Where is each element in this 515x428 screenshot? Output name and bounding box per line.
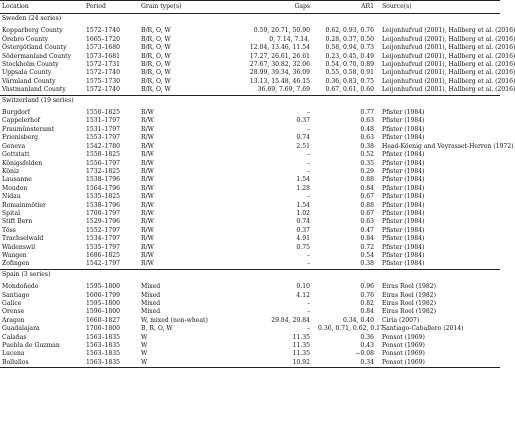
gaps-cell: – [306, 325, 310, 333]
period-cell: 1575–1730 [86, 77, 121, 85]
table-row [0, 44, 500, 52]
gaps-cell: 0.59, 20.71, 50.90 [253, 27, 310, 35]
source-cell: Pfister (1984) [382, 218, 425, 226]
period-cell: 1660–1827 [86, 316, 121, 324]
gaps-cell: 0.37 [296, 226, 310, 234]
gaps-cell: 11.35 [292, 350, 310, 358]
period-cell: 1564–1796 [86, 184, 121, 192]
period-cell: 1700–1797 [86, 209, 121, 217]
table-row [0, 202, 500, 210]
ar1-cell: 0.23, 0.45, 0.49 [325, 52, 374, 60]
gaps-cell: 0.10 [296, 283, 310, 291]
ar1-cell: 0.76 [360, 291, 374, 299]
grain-type-cell: W [141, 342, 148, 350]
source-cell: Leijonhufvud (2001), Hallberg et al. (2016) [382, 35, 515, 43]
grain-type-cell: R/W [141, 226, 154, 234]
ar1-cell: 0.58, 0.94, 0.73 [325, 44, 374, 52]
location-cell: Södermanland County [2, 52, 72, 60]
period-cell: 1542–1780 [86, 142, 121, 150]
table-row [0, 317, 500, 325]
ar1-cell: 0.54, 0.70, 0.89 [325, 61, 374, 69]
source-cell: Pfister (1984) [382, 226, 425, 234]
grain-type-cell: R/W [141, 218, 154, 226]
table-row [0, 61, 500, 69]
period-cell: 1563–1835 [84, 359, 139, 368]
grain-type-cell: W [141, 333, 148, 341]
source-cell: Leijonhufvud (2001), Hallberg et al. (2016) [382, 86, 515, 94]
gaps-cell: 36.69, 7.69, 7.69 [257, 86, 310, 94]
ar1-cell: 0.29 [360, 167, 374, 175]
grain-type-cell: B/R, O, W [141, 69, 171, 77]
location-cell: Guadalajara [2, 325, 40, 333]
grain-type-cell: R/W [141, 243, 154, 251]
grain-type-cell: B, R, O, W [141, 325, 173, 333]
location-cell: Santiago [2, 291, 30, 299]
gaps-cell: 1.54 [296, 176, 310, 184]
table-row [0, 86, 500, 95]
location-cell: Uppsala County [2, 69, 52, 77]
period-cell: 1550–1825 [86, 109, 121, 117]
gaps-cell: 28.99, 39.34, 36.09 [249, 69, 310, 77]
header-sources: Source(s) [378, 1, 500, 14]
ar1-cell: 0.35 [360, 159, 374, 167]
location-cell: Gottstatt [2, 151, 30, 159]
gaps-cell: – [306, 125, 310, 133]
table-row [0, 325, 500, 333]
period-cell: 1558–1825 [86, 151, 121, 159]
source-cell: Pfister (1984) [382, 134, 425, 142]
source-cell: Leijonhufvud (2001), Hallberg et al. (2016) [382, 44, 515, 52]
ar1-cell: 0.36 [360, 333, 374, 341]
source-cell: Pfister (1984) [382, 117, 425, 125]
section-title: Spain (3 series) [0, 269, 500, 279]
gaps-cell: 0.74 [296, 134, 310, 142]
ar1-cell: 0.63 [360, 218, 374, 226]
location-cell: Calañas [2, 333, 27, 341]
gaps-cell: – [306, 159, 310, 167]
gaps-cell: – [306, 260, 310, 268]
gaps-cell: – [306, 109, 310, 117]
table-row [0, 292, 500, 300]
period-cell: 1534–1797 [86, 235, 121, 243]
ar1-cell: 0.52 [360, 151, 374, 159]
table-row [0, 227, 500, 235]
gaps-cell: – [306, 151, 310, 159]
location-cell: Cappelerhof [2, 117, 41, 125]
grain-type-cell: R/W [141, 167, 154, 175]
table-row [0, 350, 500, 358]
source-cell: Eiras Roel (1982) [382, 308, 437, 316]
ar1-cell: 0.43 [360, 342, 374, 350]
gaps-cell: 13.13, 15.48, 46.15 [249, 77, 310, 85]
gaps-cell: – [306, 251, 310, 259]
source-cell: Pfister (1984) [382, 176, 425, 184]
location-cell: Fraumünsteramt [2, 125, 55, 133]
grain-type-cell: R/W [141, 151, 154, 159]
table-row [0, 143, 500, 151]
gaps-cell: 4.91 [296, 235, 310, 243]
source-cell: Pfister (1984) [382, 235, 425, 243]
location-cell: Örebro County [2, 35, 49, 43]
header-location: Location [0, 1, 84, 14]
ar1-cell: 0.55, 0.58, 0.91 [325, 69, 374, 77]
location-cell: Moudon [2, 184, 28, 192]
location-cell: Bollullos [0, 359, 84, 368]
period-cell: 1686–1825 [86, 251, 121, 259]
table-row [0, 69, 500, 77]
period-cell: 1529–1796 [86, 218, 121, 226]
grain-type-cell: R/W [141, 125, 154, 133]
location-cell: Spital [2, 209, 21, 217]
gaps-cell: 0.74 [296, 218, 310, 226]
source-cell: Head-Köenig and Veyrasset-Herren (1972) [382, 142, 514, 150]
ar1-cell: 0.72 [360, 243, 374, 251]
header-period: Period [84, 1, 139, 14]
table-row [0, 308, 500, 316]
gaps-cell: 0.75 [296, 243, 310, 251]
table-row [0, 359, 500, 368]
grain-type-cell: R/W [141, 260, 154, 268]
grain-type-cell: Mixed [141, 291, 161, 299]
location-cell: Burgdorf [2, 109, 30, 117]
period-cell: 1606–1799 [86, 291, 121, 299]
ar1-cell: 0.63 [360, 117, 374, 125]
period-cell: 1542–1797 [86, 260, 121, 268]
location-cell: Östergötland County [2, 44, 67, 52]
source-cell: Leijonhufvud (2001), Hallberg et al. (2016) [382, 77, 515, 85]
period-cell: 1596–1800 [86, 308, 121, 316]
location-cell: Västmanland County [2, 86, 66, 94]
table-row [0, 342, 500, 350]
source-cell: Pfister (1984) [382, 251, 425, 259]
ar1-cell: 0.84 [360, 235, 374, 243]
table-row [0, 168, 500, 176]
grain-type-cell: R/W [141, 142, 154, 150]
location-cell: Kopparberg County [2, 27, 63, 35]
source-cell: Pfister (1984) [382, 159, 425, 167]
ar1-cell: 0.88 [360, 176, 374, 184]
source-cell: Pfister (1984) [382, 243, 425, 251]
source-cell: Pfister (1984) [382, 201, 425, 209]
table-row [0, 185, 500, 193]
period-cell: 1732–1825 [86, 167, 121, 175]
period-cell: 1563–1835 [86, 350, 121, 358]
ar1-cell: 0.84 [360, 184, 374, 192]
table-row [0, 252, 500, 260]
source-cell: Pfister (1984) [382, 193, 425, 201]
ar1-cell: 0.36, 0.83, 0.75 [325, 77, 374, 85]
period-cell: 1572–1731 [86, 61, 121, 69]
table-row [0, 210, 500, 218]
header-ar1: AR1 [316, 1, 378, 14]
table-row [0, 134, 500, 142]
source-cell: Ponsot (1969) [382, 350, 425, 358]
grain-type-cell: B/R, O, W [141, 86, 171, 94]
source-cell: Ponsot (1969) [382, 333, 425, 341]
ar1-cell: 0.77 [360, 109, 374, 117]
location-cell: Trachselwald [2, 235, 44, 243]
source-cell: Pfister (1984) [382, 184, 425, 192]
gaps-cell: 29.84, 29.84 [271, 316, 310, 324]
section-header-row [0, 14, 500, 24]
period-cell: 1572–1740 [86, 86, 121, 94]
table-body [0, 14, 515, 368]
location-cell: Orense [2, 308, 25, 316]
grain-type-cell: B/R, O, W [141, 52, 171, 60]
grain-type-cell: R/W [141, 109, 154, 117]
table-row [0, 160, 500, 168]
location-cell: Wangen [2, 251, 27, 259]
ar1-cell: 0.67, 0.61, 0.60 [325, 86, 374, 94]
ar1-cell: 0.84 [360, 308, 374, 316]
table-row [0, 36, 500, 44]
period-cell: 1563–1835 [86, 333, 121, 341]
gaps-cell: 10.92 [212, 359, 316, 368]
table-row [0, 53, 500, 61]
period-cell: 1538–1796 [86, 176, 121, 184]
grain-type-cell: R/W [141, 184, 154, 192]
gaps-cell: 17.27, 26.61, 26.61 [249, 52, 310, 60]
location-cell: Lausanne [2, 176, 32, 184]
location-cell: Köniz [2, 167, 20, 175]
gaps-cell: 1.28 [296, 184, 310, 192]
grain-type-cell: R/W [141, 251, 154, 259]
table-row [0, 260, 500, 269]
grain-type-cell: R/W [141, 117, 154, 125]
location-cell: Romainmötier [2, 201, 46, 209]
period-cell: 1556–1797 [86, 159, 121, 167]
ar1-cell: 0.47 [360, 226, 374, 234]
section-title: Switzerland (19 series) [0, 95, 500, 105]
table-row [0, 334, 500, 342]
location-cell: Galice [2, 300, 22, 307]
section-header-row [0, 95, 500, 105]
period-cell: 1573–1680 [86, 44, 121, 52]
period-cell: 1538–1796 [86, 201, 121, 209]
table-row [0, 283, 500, 291]
period-cell: 1595–1800 [86, 283, 121, 291]
header-grain-type: Grain type(s) [139, 1, 212, 14]
grain-type-cell: R/W [141, 193, 154, 201]
ar1-cell: 0.62, 0.93, 0.76 [325, 27, 374, 35]
ar1-cell: 0.36, 0.71, 0.62, 0.17 [318, 325, 384, 333]
grain-type-cell: R/W [141, 235, 154, 243]
grain-type-cell: B/R, O, W [141, 35, 171, 43]
ar1-cell: 0.54 [360, 251, 374, 259]
table-row [0, 193, 500, 201]
table-row [0, 300, 500, 308]
gaps-cell: 27.67, 30.82, 32.06 [249, 61, 310, 69]
grain-type-cell: B/R, O, W [141, 27, 171, 35]
period-cell: 1572–1740 [86, 69, 121, 77]
table-row [0, 78, 500, 86]
source-cell: Pfister (1984) [382, 109, 425, 117]
gaps-cell: 11.35 [292, 342, 310, 350]
period-cell: 1553–1797 [86, 134, 121, 142]
header-gaps: Gaps [212, 1, 316, 14]
ar1-cell: 0.34, 0.40 [342, 316, 374, 324]
gaps-cell: 0.37 [296, 117, 310, 125]
period-cell: 1700–1800 [86, 325, 121, 333]
table-row [0, 126, 500, 134]
location-cell: Frienisberg [2, 134, 39, 142]
table-row [0, 244, 500, 252]
source-cell: Eiras Roel (1982) [382, 291, 437, 299]
grain-type-cell: W [139, 359, 212, 368]
source-cell: Leijonhufvud (2001), Hallberg et al. (2016) [382, 27, 515, 35]
source-cell: Leijonhufvud (2001), Hallberg et al. (2016) [382, 61, 515, 69]
period-cell: 1563–1835 [86, 342, 121, 350]
gaps-cell: 4.12 [296, 291, 310, 299]
location-cell: Königsfelden [2, 159, 43, 167]
period-cell: 1531–1797 [86, 117, 121, 125]
location-cell: Wädenswil [2, 243, 36, 251]
location-cell: Nidau [2, 193, 21, 201]
gaps-cell: 1.54 [296, 201, 310, 209]
period-cell: 1531–1797 [86, 125, 121, 133]
period-cell: 1572–1740 [86, 27, 121, 35]
ar1-cell: 0.38 [360, 260, 374, 268]
table-row [0, 176, 500, 184]
grain-type-cell: R/W [141, 159, 154, 167]
table-row [0, 27, 500, 35]
section-title: Sweden (24 series) [2, 15, 62, 22]
ar1-cell: 0.67 [360, 193, 374, 201]
location-cell: Zofingen [2, 260, 30, 268]
source-cell: Santiago-Caballero (2014) [382, 325, 464, 333]
source-cell: Pfister (1984) [382, 167, 425, 175]
location-cell: Puebla de Guzman [2, 342, 60, 350]
ar1-cell: 0.82 [360, 300, 374, 307]
source-cell: Pfister (1984) [382, 125, 425, 133]
source-cell: Leijonhufvud (2001), Hallberg et al. (2016) [382, 69, 515, 77]
grain-type-cell: B/R, O, W [141, 61, 171, 69]
grain-type-cell: Mixed [141, 283, 161, 291]
ar1-cell: 0.88 [360, 201, 374, 209]
source-cell: Ponsot (1969) [382, 342, 425, 350]
grain-type-cell: R/W [141, 209, 154, 217]
gaps-cell: – [306, 308, 310, 316]
grain-type-cell: R/W [141, 134, 154, 142]
period-cell: 1535–1825 [86, 193, 121, 201]
table-row [0, 117, 500, 125]
location-cell: Mondoñedo [2, 283, 39, 291]
source-cell: Leijonhufvud (2001), Hallberg et al. (2016) [382, 52, 515, 60]
table-row [0, 109, 500, 117]
location-cell: Stift Bern [2, 218, 33, 226]
gaps-cell: 2.51 [296, 142, 310, 150]
section-header-row [0, 269, 500, 279]
source-cell: Ciria (2007) [382, 316, 420, 324]
period-cell: 1573–1681 [86, 52, 121, 60]
period-cell: 1595–1800 [86, 300, 121, 307]
grain-type-cell: Mixed [141, 300, 161, 307]
source-cell: Pfister (1984) [382, 151, 425, 159]
ar1-cell: 0.28, 0.37, 0.50 [325, 35, 374, 43]
gaps-cell: 0, 7.14, 7.14, [269, 35, 310, 43]
source-cell: Pfister (1984) [382, 260, 425, 268]
grain-type-cell: W [141, 350, 148, 358]
location-cell: Geneva [2, 142, 26, 150]
gaps-cell: 1.02 [296, 209, 310, 217]
ar1-cell: 0.67 [360, 209, 374, 217]
period-cell: 1535–1797 [86, 243, 121, 251]
gaps-cell: – [306, 300, 310, 307]
grain-type-cell: B/R, O, W [141, 44, 171, 52]
gaps-cell: – [306, 167, 310, 175]
location-cell: Aragon [2, 316, 25, 324]
grain-type-cell: Mixed [141, 308, 161, 316]
location-cell: Värmland County [2, 77, 56, 85]
period-cell: 1552–1797 [86, 226, 121, 234]
location-cell: Stockholm County [2, 61, 59, 69]
gaps-cell: 11.35 [292, 333, 310, 341]
gaps-cell: 12.04, 13.46, 11.54 [249, 44, 310, 52]
source-cell: Pfister (1984) [382, 209, 425, 217]
grain-type-cell: B/R, O, W [141, 77, 171, 85]
table-row [0, 235, 500, 243]
gaps-cell: – [306, 193, 310, 201]
source-cell: Ponsot (1969) [378, 359, 500, 368]
ar1-cell: 0.34 [316, 359, 378, 368]
source-cell: Eiras Roel (1982) [382, 283, 437, 291]
ar1-cell: 0.63 [360, 134, 374, 142]
grain-type-cell: R/W [141, 176, 154, 184]
period-cell: 1665–1720 [86, 35, 121, 43]
ar1-cell: 0.96 [360, 283, 374, 291]
ar1-cell: 0.38 [360, 142, 374, 150]
table-header-row [0, 1, 500, 14]
ar1-cell: 0.48 [360, 125, 374, 133]
ar1-cell: −0.08 [355, 350, 374, 358]
location-cell: Lucena [2, 350, 25, 358]
table-row [0, 151, 500, 159]
grain-type-cell: R/W [141, 201, 154, 209]
location-cell: Töss [2, 226, 16, 234]
source-cell: Eiras Roel (1982) [382, 300, 437, 307]
table-row [0, 218, 500, 226]
grain-type-cell: W, mixed (non-wheat) [141, 316, 208, 324]
